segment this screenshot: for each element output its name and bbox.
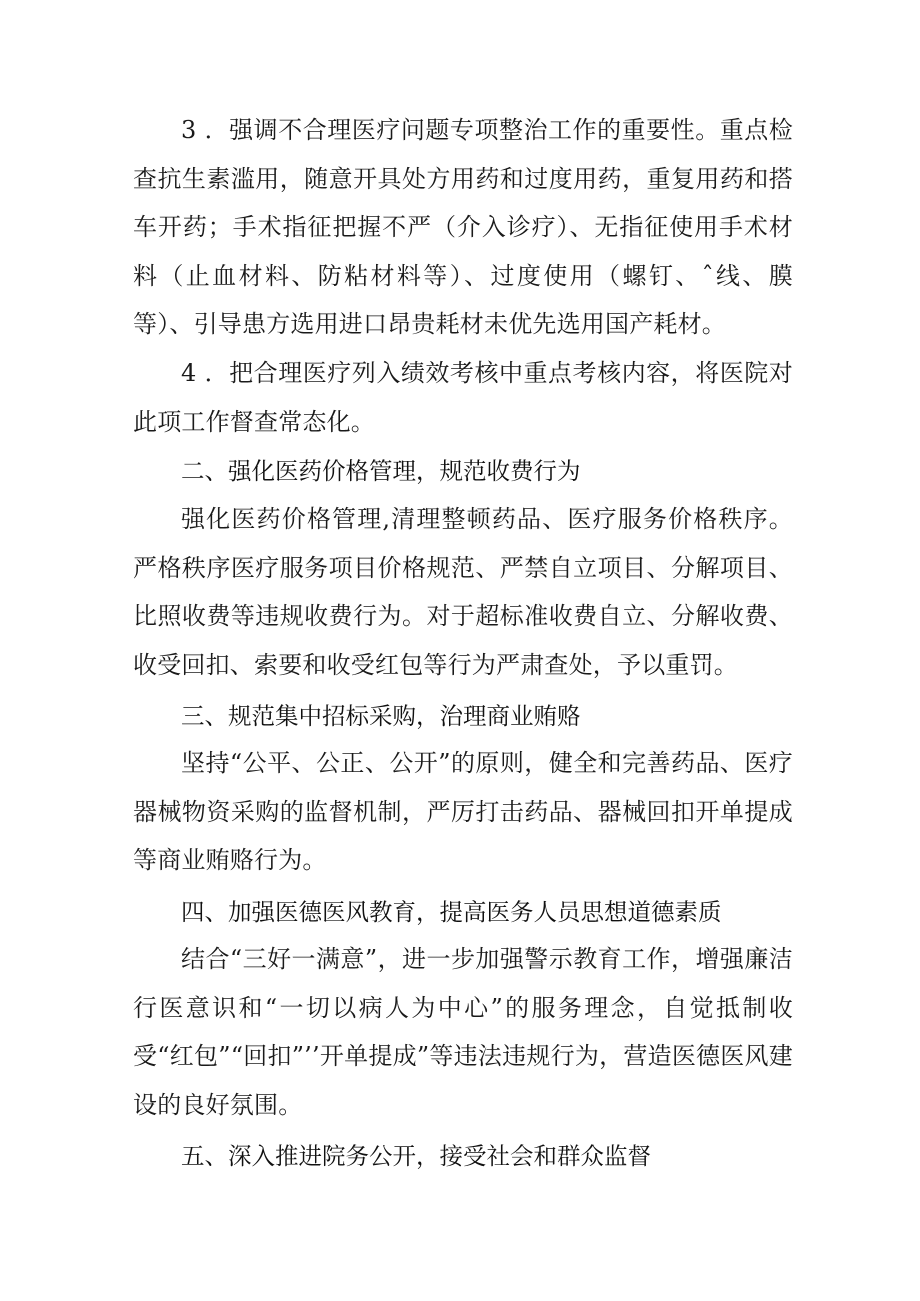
- paragraph-item-4: 4 ．把合理医疗列入绩效考核中重点考核内容，将医院对此项工作督查常态化。: [133, 359, 793, 436]
- paragraph-price-management: 强化医药价格管理,清理整顿药品、医疗服务价格秩序。严格秩序医疗服务项目价格规范、严禁自立项目、分解项目、比照收费等违规收费行为。对于超标准收费自立、分解收费、收受回扣、索要和收受红包等行为严肃查处，予以重罚。: [133, 505, 793, 679]
- paragraph-procurement: 坚持“公平、公正、公开”的原则，健全和完善药品、医疗器械物资采购的监督机制，严厉打击药品、器械回扣开单提成等商业贿赂行为。: [133, 749, 793, 874]
- section-heading-3: 三、规范集中招标采购，治理商业贿赂: [181, 702, 581, 730]
- section-heading-2: 二、强化医药价格管理，规范收费行为: [181, 457, 581, 485]
- section-heading-5: 五、深入推进院务公开，接受社会和群众监督: [181, 1142, 651, 1170]
- paragraph-item-3: 3 ．强调不合理医疗问题专项整治工作的重要性。重点检查抗生素滥用，随意开具处方用药和过度用药，重复用药和搭车开药；手术指征把握不严（介入诊疗）、无指征使用手术材料（止血材料、防粘材料等）、过度使用（螺钉、ˆ线、膜等）、引导患方选用进口昂贵耗材未优先选用国产耗材。: [133, 116, 793, 338]
- section-heading-4: 四、加强医德医风教育，提高医务人员思想道德素质: [181, 898, 722, 926]
- paragraph-ethics-education: 结合“三好一满意”，进一步加强警示教育工作，增强廉洁行医意识和“一切以病人为中心”的服务理念，自觉抵制收受“红包”“回扣”’’开单提成”等违法违规行为，营造医德医风建设的良好氛围。: [133, 945, 793, 1119]
